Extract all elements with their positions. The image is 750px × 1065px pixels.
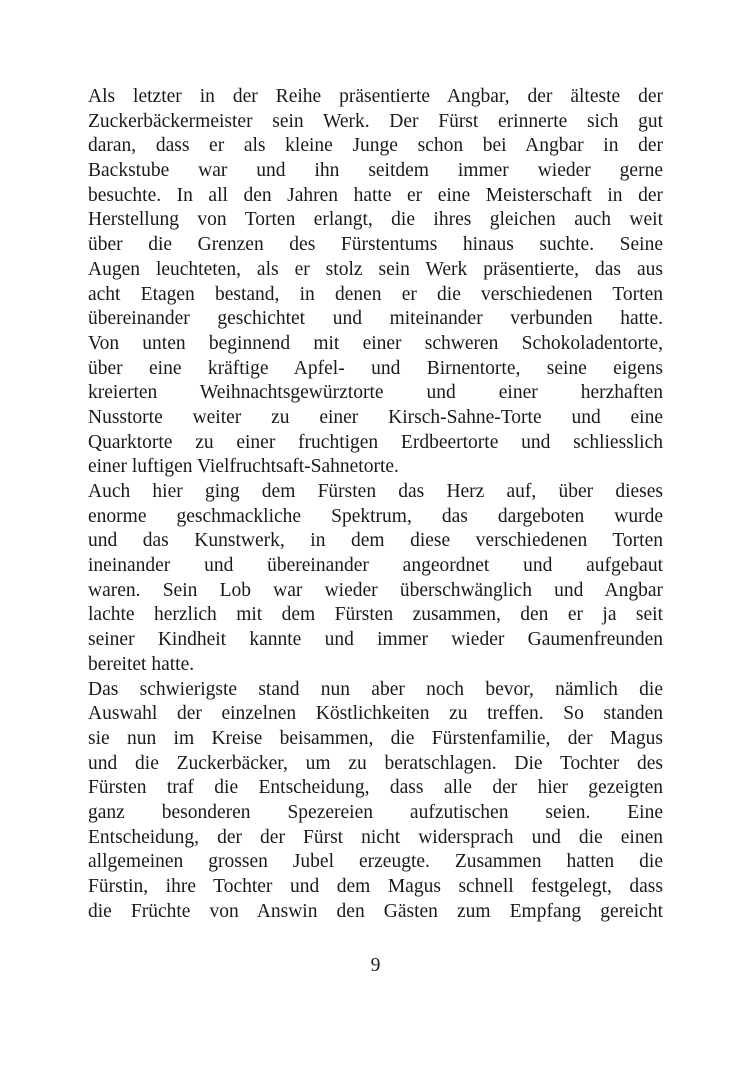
text-line: einer luftigen Vielfruchtsaft-Sahnetorte. [88, 456, 399, 478]
text-block [88, 85, 663, 924]
text-line: Backstube war und ihn seitdem immer wieder gerne [88, 160, 663, 182]
text-line: acht Etagen bestand, in denen er die verschiedenen Torten [88, 283, 663, 305]
text-line: über die Grenzen des Fürstentums hinaus suchte. Seine [88, 234, 663, 256]
text-line: ganz besonderen Spezereien aufzutischen seien. Eine [88, 801, 663, 823]
text-line: lachte herzlich mit dem Fürsten zusammen, den er ja seit [88, 604, 663, 626]
text-line: über eine kräftige Apfel- und Birnentorte, seine eigens [88, 357, 663, 379]
text-line: Von unten beginnend mit einer schweren Schokoladentorte, [88, 332, 663, 354]
text-line: Zuckerbäckermeister sein Werk. Der Fürst erinnerte sich gut [88, 110, 663, 132]
text-line: Entscheidung, der der Fürst nicht widersprach und die einen [88, 826, 663, 848]
text-line: Augen leuchteten, als er stolz sein Werk präsentierte, das aus [88, 258, 663, 280]
text-line: besuchte. In all den Jahren hatte er eine Meisterschaft in der [88, 184, 663, 206]
text-line: daran, dass er als kleine Junge schon bei Angbar in der [88, 135, 663, 157]
paragraph [88, 678, 663, 925]
text-line: Als letzter in der Reihe präsentierte Angbar, der älteste der [88, 86, 663, 107]
text-line: die Früchte von Answin den Gästen zum Empfang gereicht [88, 900, 663, 922]
text-line: Fürstin, ihre Tochter und dem Magus schnell festgelegt, dass [88, 876, 663, 897]
text-line: Quarktorte zu einer fruchtigen Erdbeertorte und schliesslich [88, 431, 663, 453]
text-line: und die Zuckerbäcker, um zu beratschlagen. Die Tochter des [88, 752, 663, 774]
paragraph [88, 480, 663, 678]
text-line: übereinander geschichtet und miteinander verbunden hatte. [88, 308, 663, 330]
text-line: Herstellung von Torten erlangt, die ihres gleichen auch weit [88, 209, 663, 231]
text-line: Auswahl der einzelnen Köstlichkeiten zu treffen. So standen [88, 703, 663, 725]
text-line: seiner Kindheit kannte und immer wieder Gaumenfreunden [88, 629, 663, 651]
text-line: enorme geschmackliche Spektrum, das dargeboten wurde [88, 505, 663, 527]
text-line: allgemeinen grossen Jubel erzeugte. Zusammen hatten die [88, 851, 663, 873]
text-line: Fürsten traf die Entscheidung, dass alle der hier gezeigten [88, 777, 663, 799]
page-number: 9 [370, 955, 381, 976]
text-line: Auch hier ging dem Fürsten das Herz auf, über dieses [88, 481, 663, 502]
text-line: bereitet hatte. [88, 653, 195, 675]
text-line: kreierten Weihnachtsgewürztorte und einer herzhaften [88, 382, 663, 404]
text-line: sie nun im Kreise beisammen, die Fürstenfamilie, der Magus [88, 727, 663, 749]
text-line: Nusstorte weiter zu einer Kirsch-Sahne-Torte und eine [88, 406, 663, 428]
text-line: und das Kunstwerk, in dem diese verschiedenen Torten [88, 530, 663, 552]
text-line: Das schwierigste stand nun aber noch bevor, nämlich die [88, 678, 663, 700]
text-line: waren. Sein Lob war wieder überschwänglich und Angbar [88, 579, 663, 601]
text-line: ineinander und übereinander angeordnet und aufgebaut [88, 555, 663, 577]
paragraph [88, 85, 663, 480]
